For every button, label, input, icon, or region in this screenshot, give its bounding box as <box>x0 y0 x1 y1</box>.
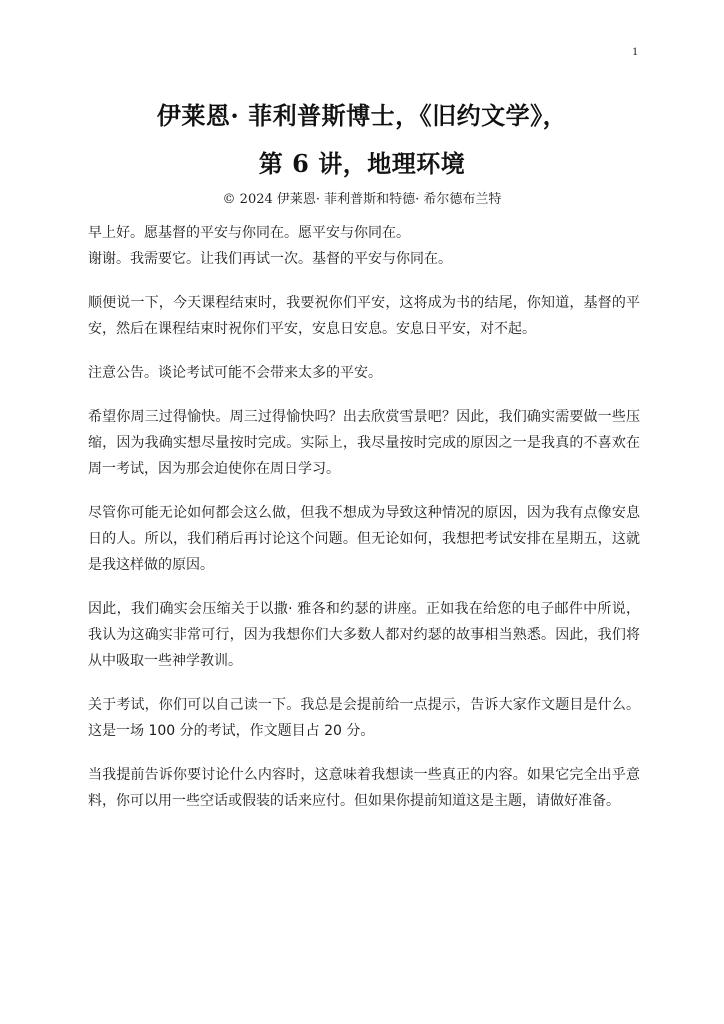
paragraph: 尽管你可能无论如何都会这么做，但我不想成为导致这种情况的原因，因为我有点像安息日的人。所以，我们稍后再讨论这个问题。但无论如何，我想把考试安排在星期五，这就是我这样做的原因。 <box>88 505 640 573</box>
title-block <box>0 92 724 210</box>
title-line-1: 伊莱恩· 菲利普斯博士，《旧约文学》， <box>156 101 568 130</box>
paragraph: 顺便说一下，今天课程结束时，我要祝你们平安，这将成为书的结尾，你知道，基督的平安，然后在课程结束时祝你们平安，安息日安息。安息日平安，对不起。 <box>88 295 640 337</box>
paragraph: 注意公告。谈论考试可能不会带来太多的平安。 <box>88 365 382 381</box>
copyright-notice: © 2024 伊莱恩· 菲利普斯和特德· 希尔德布兰特 <box>222 192 502 207</box>
page-number: 1 <box>632 44 638 58</box>
paragraph: 当我提前告诉你要讨论什么内容时，这意味着我想读一些真正的内容。如果它完全出乎意料，你可以用一些空话或假装的话来应付。但如果你提前知道这是主题，请做好准备。 <box>88 767 640 809</box>
title-line-2: 第 6 讲，地理环境 <box>258 149 466 178</box>
paragraph: 谢谢。我需要它。让我们再试一次。基督的平安与你同在。 <box>88 251 452 267</box>
paragraph: 因此，我们确实会压缩关于以撒· 雅各和约瑟的讲座。正如我在给您的电子邮件中所说，我认为这确实非常可行，因为我想你们大多数人都对约瑟的故事相当熟悉。因此，我们将从中吸取一些神学教训。 <box>88 601 640 669</box>
paragraph: 早上好。愿基督的平安与你同在。愿平安与你同在。 <box>88 225 410 241</box>
lecture-body <box>88 220 640 832</box>
paragraph: 希望你周三过得愉快。周三过得愉快吗？出去欣赏雪景吧？因此，我们确实需要做一些压缩，因为我确实想尽量按时完成。实际上，我尽量按时完成的原因之一是我真的不喜欢在周一考试，因为那会迫使你在周日学习。 <box>88 409 640 477</box>
paragraph: 关于考试，你们可以自己读一下。我总是会提前给一点提示，告诉大家作文题目是什么。这是一场 100 分的考试，作文题目占 20 分。 <box>88 697 640 739</box>
